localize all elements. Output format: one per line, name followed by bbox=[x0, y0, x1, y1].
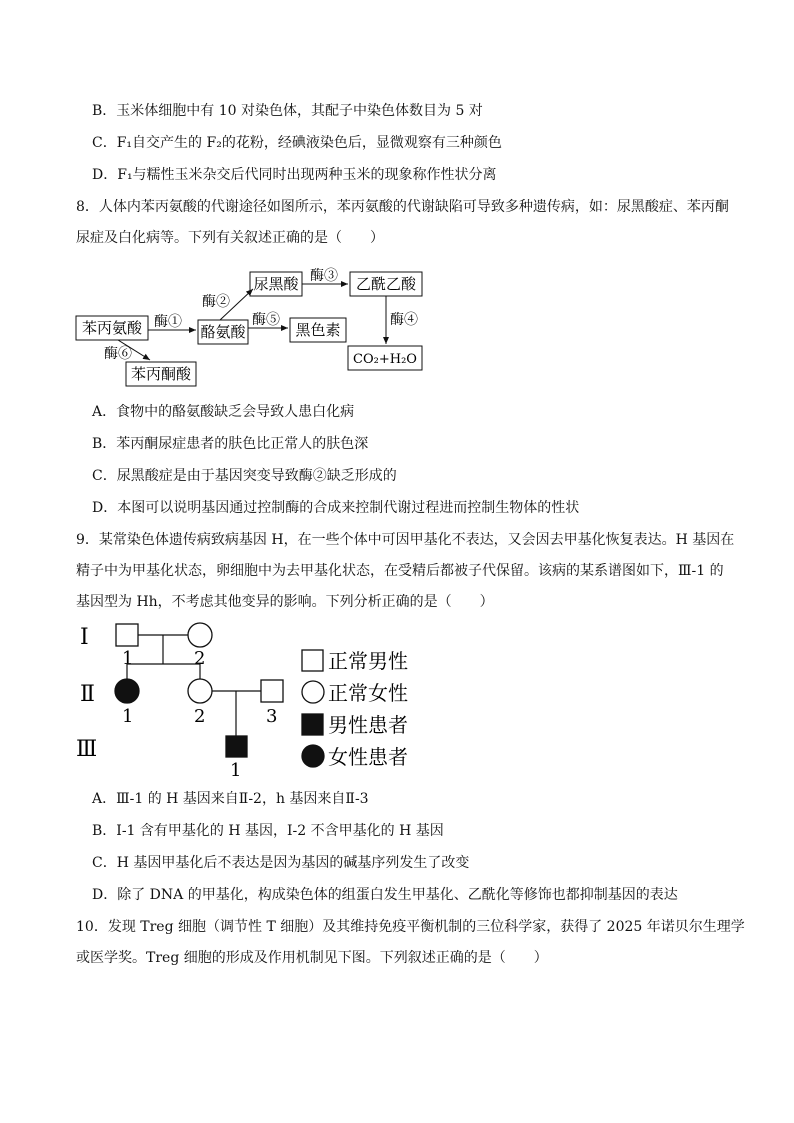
q9-stem-line3: 基因型为 Hh，不考虑其他变异的影响。下列分析正确的是（ ） bbox=[76, 594, 494, 610]
q8-option-d: D．本图可以说明基因通过控制酶的合成来控制代谢过程进而控制生物体的性状 bbox=[92, 500, 580, 516]
q8-option-a: A．食物中的酪氨酸缺乏会导致人患白化病 bbox=[92, 404, 355, 420]
q8-option-c: C．尿黑酸症是由于基因突变导致酶②缺乏形成的 bbox=[92, 468, 397, 484]
q9-option-c: C．H 基因甲基化后不表达是因为基因的碱基序列发生了改变 bbox=[92, 855, 470, 871]
q9-stem-line2: 精子中为甲基化状态，卵细胞中为去甲基化状态，在受精后都被子代保留。该病的某系谱图如下，Ⅲ-1 的 bbox=[76, 563, 724, 579]
label-e3: 酶③ bbox=[310, 268, 338, 284]
gen-label-2: Ⅱ bbox=[80, 682, 95, 707]
q9-option-a: A．Ⅲ-1 的 H 基因来自Ⅱ-2，h 基因来自Ⅱ-3 bbox=[92, 791, 369, 807]
legend-affected-female: 女性患者 bbox=[328, 745, 408, 769]
num-II-2: 2 bbox=[194, 706, 206, 727]
legend-normal-female-symbol bbox=[302, 681, 324, 703]
label-hga: 尿黑酸 bbox=[253, 275, 299, 293]
q7-option-d: D．F₁与糯性玉米杂交后代同时出现两种玉米的现象称作性状分离 bbox=[92, 167, 497, 183]
legend-affected-male-symbol bbox=[302, 714, 323, 735]
label-e1: 酶① bbox=[154, 314, 182, 330]
label-co2: CO₂+H₂O bbox=[353, 352, 417, 367]
q8-stem-line1: 8．人体内苯丙氨酸的代谢途径如图所示，苯丙氨酸的代谢缺陷可导致多种遗传病，如：尿黑酸症、苯丙酮 bbox=[76, 199, 729, 215]
pedigree-chart bbox=[70, 616, 430, 786]
label-aaa: 乙酰乙酸 bbox=[355, 275, 417, 293]
num-I-1: 1 bbox=[122, 648, 134, 669]
q8-option-b: B．苯丙酮尿症患者的肤色比正常人的肤色深 bbox=[92, 436, 369, 452]
q9-option-b: B．Ⅰ-1 含有甲基化的 H 基因，Ⅰ-2 不含甲基化的 H 基因 bbox=[92, 823, 444, 839]
gen-label-3: Ⅲ bbox=[76, 737, 98, 762]
q7-option-b: B．玉米体细胞中有 10 对染色体，其配子中染色体数目为 5 对 bbox=[92, 103, 483, 119]
num-II-1: 1 bbox=[122, 706, 134, 727]
legend-normal-female: 正常女性 bbox=[328, 681, 408, 705]
q9-option-d: D．除了 DNA 的甲基化，构成染色体的组蛋白发生甲基化、乙酰化等修饰也都抑制基因的表达 bbox=[92, 887, 678, 903]
gen-label-1: Ⅰ bbox=[80, 625, 89, 650]
q9-stem-line1: 9．某常染色体遗传病致病基因 H，在一些个体中可因甲基化不表达，又会因去甲基化恢复表达。H 基因在 bbox=[76, 532, 735, 548]
label-mel: 黑色素 bbox=[295, 321, 341, 339]
legend-normal-male: 正常男性 bbox=[328, 649, 408, 673]
individual-I-1 bbox=[116, 624, 138, 646]
q8-stem-line2: 尿症及白化病等。下列有关叙述正确的是（ ） bbox=[76, 230, 384, 246]
legend-affected-male: 男性患者 bbox=[328, 713, 408, 737]
metabolism-diagram bbox=[70, 262, 440, 392]
legend-affected-female-symbol bbox=[302, 745, 324, 767]
label-e5: 酶⑤ bbox=[252, 312, 280, 328]
q7-option-c: C．F₁自交产生的 F₂的花粉，经碘液染色后，显微观察有三种颜色 bbox=[92, 135, 502, 151]
num-I-2: 2 bbox=[194, 648, 206, 669]
q10-stem-line1: 10．发现 Treg 细胞（调节性 T 细胞）及其维持免疫平衡机制的三位科学家，获得了 2025 年诺贝尔生理学 bbox=[76, 919, 745, 935]
individual-III-1 bbox=[226, 736, 247, 757]
individual-II-3 bbox=[261, 680, 283, 702]
legend-normal-male-symbol bbox=[302, 650, 323, 671]
individual-II-2 bbox=[188, 679, 212, 703]
num-III-1: 1 bbox=[230, 760, 242, 781]
q10-stem-line2: 或医学奖。Treg 细胞的形成及作用机制见下图。下列叙述正确的是（ ） bbox=[76, 950, 548, 966]
label-e2: 酶② bbox=[202, 294, 230, 310]
label-ppa: 苯丙酮酸 bbox=[130, 365, 192, 383]
label-e6: 酶⑥ bbox=[104, 346, 132, 362]
individual-I-2 bbox=[188, 623, 212, 647]
num-II-3: 3 bbox=[266, 706, 278, 727]
individual-II-1 bbox=[115, 679, 139, 703]
label-phe: 苯丙氨酸 bbox=[81, 319, 143, 337]
label-tyr: 酪氨酸 bbox=[200, 323, 246, 341]
label-e4: 酶④ bbox=[390, 312, 418, 328]
